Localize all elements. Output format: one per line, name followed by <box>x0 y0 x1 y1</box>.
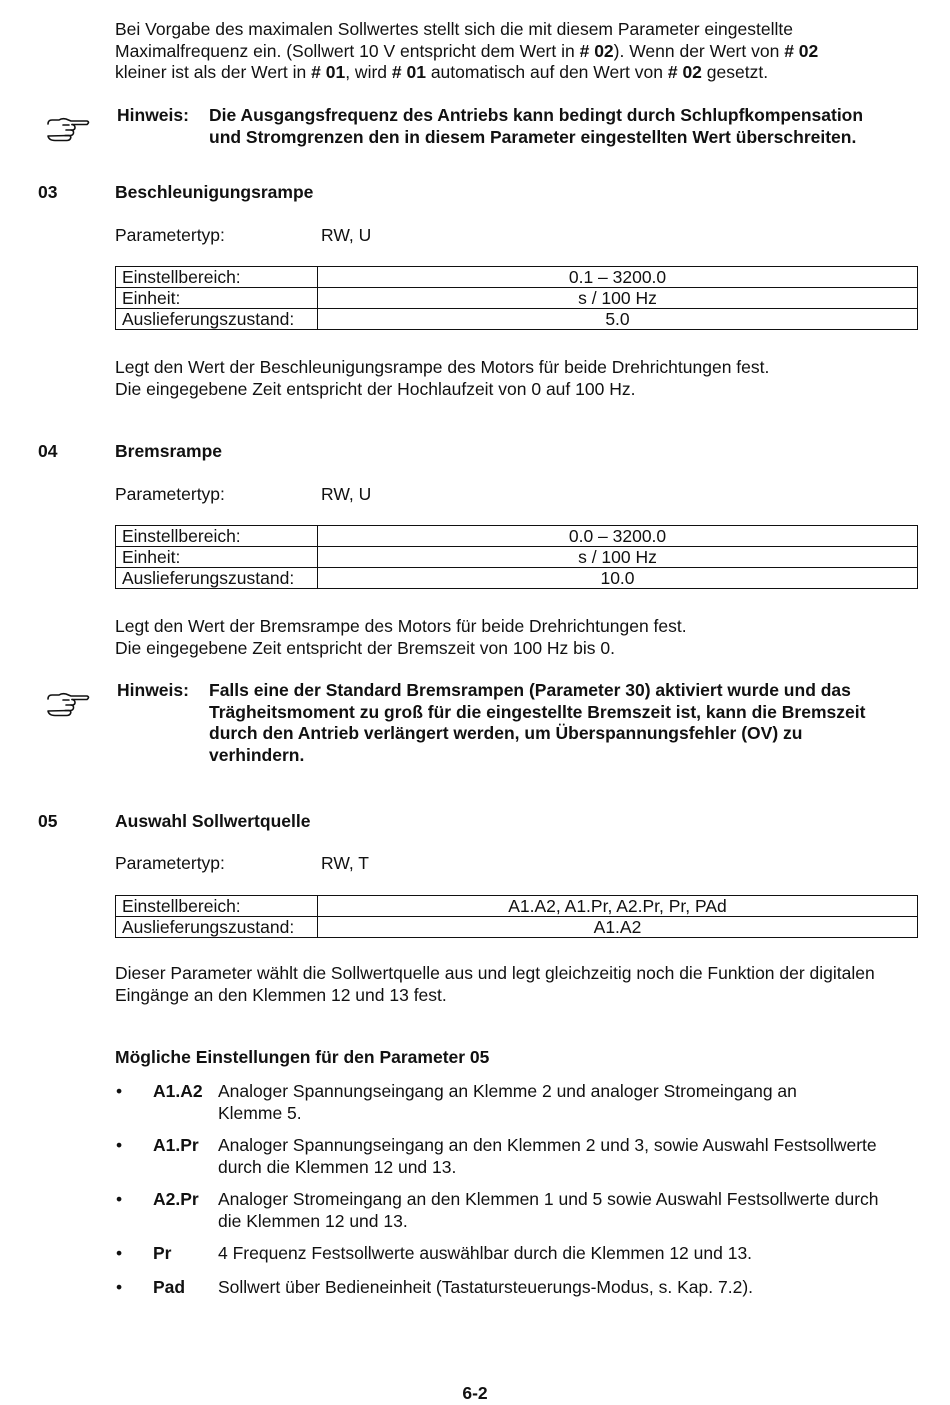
table-value: 10.0 <box>318 568 918 589</box>
param-type-value: RW, U <box>321 484 372 504</box>
section-number: 04 <box>38 441 58 461</box>
description-line: Die eingegebene Zeit entspricht der Bremszeit von 100 Hz bis 0. <box>115 637 615 658</box>
table-row <box>116 547 918 568</box>
page-number: 6-2 <box>462 1383 488 1403</box>
table-row <box>116 309 918 330</box>
intro-line-3 <box>115 62 915 84</box>
param-ref: # 01 <box>391 62 426 82</box>
parameter-table <box>115 266 918 330</box>
table-value: A1.A2 <box>318 917 918 938</box>
table-key: Einstellbereich: <box>116 267 318 288</box>
option-text <box>218 1081 918 1124</box>
intro-text: gesetzt. <box>701 62 769 82</box>
section-description <box>115 357 915 400</box>
option-key: Pad <box>153 1277 186 1297</box>
table-key: Auslieferungszustand: <box>116 309 318 330</box>
note-label: Hinweis: <box>117 680 189 700</box>
parameter-table <box>115 895 918 938</box>
note-text <box>209 105 919 148</box>
option-text <box>218 1189 918 1232</box>
param-ref: # 02 <box>667 62 702 82</box>
param-type-label: Parametertyp: <box>115 225 225 245</box>
section-description <box>115 616 915 659</box>
description-line: Legt den Wert der Bremsrampe des Motors für beide Drehrichtungen fest. <box>115 616 687 636</box>
option-line: Sollwert über Bedieneinheit (Tastatursteuerungs-Modus, s. Kap. 7.2). <box>218 1277 754 1297</box>
option-line: Analoger Spannungseingang an Klemme 2 und analoger Stromeingang an <box>218 1081 797 1101</box>
section-title: Beschleunigungsrampe <box>115 182 314 202</box>
param-type-label: Parametertyp: <box>115 484 225 504</box>
intro-paragraph <box>115 19 915 84</box>
options-title: Mögliche Einstellungen für den Parameter 05 <box>115 1047 490 1067</box>
table-row <box>116 568 918 589</box>
option-line: 4 Frequenz Festsollwerte auswählbar durch die Klemmen 12 und 13. <box>218 1243 753 1263</box>
option-key: A2.Pr <box>153 1189 199 1209</box>
table-key: Einheit: <box>116 288 318 309</box>
table-row <box>116 267 918 288</box>
option-line: die Klemmen 12 und 13. <box>218 1210 408 1231</box>
note-line: Falls eine der Standard Bremsrampen (Parameter 30) aktiviert wurde und das <box>209 680 851 700</box>
table-value: A1.A2, A1.Pr, A2.Pr, Pr, PAd <box>318 896 918 917</box>
section-title: Auswahl Sollwertquelle <box>115 811 311 831</box>
option-key: Pr <box>153 1243 172 1263</box>
bullet-icon: • <box>116 1189 123 1209</box>
option-key: A1.Pr <box>153 1135 199 1155</box>
table-row <box>116 917 918 938</box>
param-ref: # 02 <box>579 40 614 61</box>
pointing-hand-icon <box>45 115 91 143</box>
table-value: 0.0 – 3200.0 <box>318 526 918 547</box>
param-type-label: Parametertyp: <box>115 853 225 873</box>
param-type-value: RW, U <box>321 225 372 245</box>
table-value: 0.1 – 3200.0 <box>318 267 918 288</box>
section-description <box>115 963 925 1006</box>
table-row <box>116 288 918 309</box>
section-number: 05 <box>38 811 58 831</box>
table-key: Auslieferungszustand: <box>116 917 318 938</box>
note-line: Die Ausgangsfrequenz des Antriebs kann bedingt durch Schlupfkompensation <box>209 105 864 125</box>
description-line: Die eingegebene Zeit entspricht der Hochlaufzeit von 0 auf 100 Hz. <box>115 378 636 399</box>
table-key: Einstellbereich: <box>116 526 318 547</box>
intro-text: kleiner ist als der Wert in <box>115 62 312 82</box>
param-type-value: RW, T <box>321 853 369 873</box>
intro-text: ). Wenn der Wert von <box>613 40 785 61</box>
bullet-icon: • <box>116 1243 123 1263</box>
description-line: Eingänge an den Klemmen 12 und 13 fest. <box>115 984 447 1005</box>
note-label: Hinweis: <box>117 105 189 125</box>
table-row <box>116 896 918 917</box>
bullet-icon: • <box>116 1081 123 1101</box>
bullet-icon: • <box>116 1277 123 1297</box>
option-key: A1.A2 <box>153 1081 203 1101</box>
table-value: 5.0 <box>318 309 918 330</box>
table-key: Einheit: <box>116 547 318 568</box>
description-line: Dieser Parameter wählt die Sollwertquelle aus und legt gleichzeitig noch die Funktion der digitalen <box>115 963 875 983</box>
param-ref: # 01 <box>311 62 346 82</box>
section-title: Bremsrampe <box>115 441 222 461</box>
option-line: Analoger Spannungseingang an den Klemmen 2 und 3, sowie Auswahl Festsollwerte <box>218 1135 877 1155</box>
note-line: Trägheitsmoment zu groß für die eingestellte Bremszeit ist, kann die Bremszeit <box>209 701 866 722</box>
option-line: durch die Klemmen 12 und 13. <box>218 1156 457 1177</box>
table-value: s / 100 Hz <box>318 547 918 568</box>
intro-text: Maximalfrequenz ein. (Sollwert 10 V entspricht dem Wert in <box>115 40 580 61</box>
intro-line-2 <box>115 41 915 63</box>
table-key: Einstellbereich: <box>116 896 318 917</box>
option-line: Analoger Stromeingang an den Klemmen 1 und 5 sowie Auswahl Festsollwerte durch <box>218 1189 879 1209</box>
intro-text: , wird <box>345 62 392 82</box>
option-text <box>218 1135 918 1178</box>
intro-text: automatisch auf den Wert von <box>425 62 668 82</box>
section-number: 03 <box>38 182 58 202</box>
note-line: verhindern. <box>209 744 305 765</box>
option-text <box>218 1277 918 1299</box>
parameter-table <box>115 525 918 589</box>
option-line: Klemme 5. <box>218 1102 302 1123</box>
table-key: Auslieferungszustand: <box>116 568 318 589</box>
table-row <box>116 526 918 547</box>
intro-line-1: Bei Vorgabe des maximalen Sollwertes stellt sich die mit diesem Parameter eingestellte <box>115 19 793 39</box>
table-value: s / 100 Hz <box>318 288 918 309</box>
note-line: und Stromgrenzen den in diesem Parameter eingestellten Wert überschreiten. <box>209 126 857 147</box>
bullet-icon: • <box>116 1135 123 1155</box>
note-line: durch den Antrieb verlängert werden, um Überspannungsfehler (OV) zu <box>209 723 803 743</box>
pointing-hand-icon <box>45 690 91 718</box>
note-text <box>209 680 919 766</box>
description-line: Legt den Wert der Beschleunigungsrampe des Motors für beide Drehrichtungen fest. <box>115 357 770 377</box>
option-text <box>218 1243 918 1265</box>
param-ref: # 02 <box>784 40 819 61</box>
